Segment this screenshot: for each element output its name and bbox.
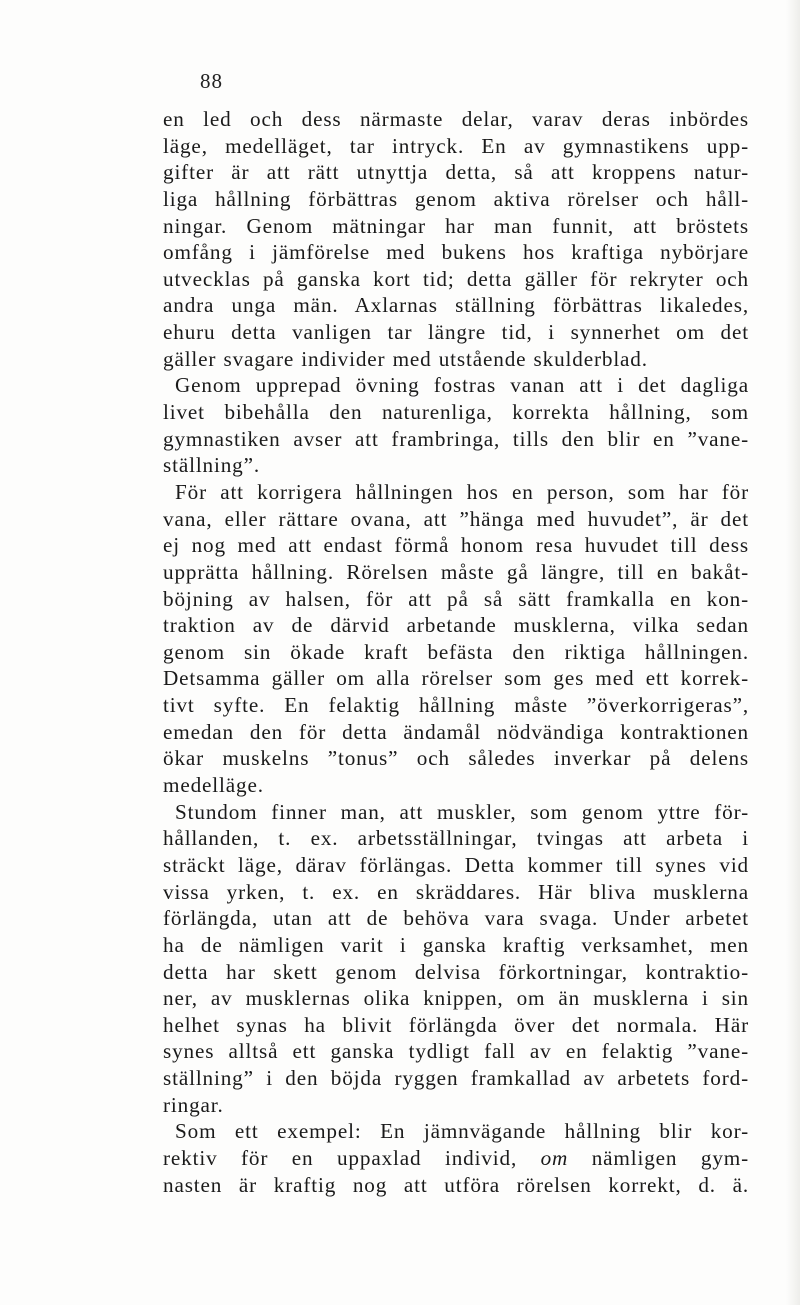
text-line: ej nog med att endast förmå honom resa huvudet till dess — [163, 533, 749, 558]
text-line: Stundom finner man, att muskler, som genom yttre för- — [175, 799, 749, 824]
text-line: liga hållning förbättras genom aktiva rörelser och håll- — [163, 186, 749, 211]
text-line: ökar muskelns ”tonus” och således inverkar på delens — [163, 746, 749, 771]
text-line: För att korrigera hållningen hos en person, som har för — [175, 479, 749, 504]
text-line: helhet synas ha blivit förlängda över det normala. Här — [163, 1012, 749, 1037]
text-line: synes alltså ett ganska tydligt fall av en felaktig ”vane- — [163, 1039, 749, 1064]
text-line: gäller svagare individer med utstående skulderblad. — [163, 346, 648, 371]
text-line: ställning” i den böjda ryggen framkallad av arbetets ford- — [163, 1066, 749, 1091]
text-line: ha de nämligen varit i ganska kraftig verksamhet, men — [163, 932, 749, 957]
text-line: läge, medelläget, tar intryck. En av gymnastikens upp- — [163, 133, 749, 158]
text-line: Detsamma gäller om alla rörelser som ges med ett korrek- — [163, 666, 749, 691]
text-line: en led och dess närmaste delar, varav deras inbördes — [163, 107, 749, 131]
page-number: 88 — [200, 69, 223, 93]
text-line: gifter är att rätt utnyttja detta, så att kroppens natur- — [163, 160, 749, 185]
body-text — [163, 106, 749, 1198]
text-line: tivt syfte. En felaktig hållning måste ”överkorrigeras”, — [163, 693, 749, 718]
text-line: Genom upprepad övning fostras vanan att i det dagliga — [175, 373, 749, 398]
italic-word: om — [540, 1145, 569, 1170]
text-line: emedan den för detta ändamål nödvändiga kontraktionen — [163, 719, 749, 744]
text-line — [163, 1145, 749, 1172]
text-line: Som ett exempel: En jämnvägande hållning blir kor- — [175, 1119, 749, 1144]
text-line: medelläge. — [163, 773, 264, 798]
text-line: ringar. — [163, 1092, 224, 1117]
text-line: genom sin ökade kraft befästa den riktiga hållningen. — [163, 639, 749, 664]
text-line: ner, av musklernas olika knippen, om än musklerna i sin — [163, 986, 749, 1011]
text-segment: rektiv för en uppaxlad individ, — [163, 1145, 541, 1170]
text-segment: nämligen gym- — [568, 1145, 749, 1170]
text-line: livet bibehålla den naturenliga, korrekta hållning, som — [163, 400, 749, 425]
text-line: detta har skett genom delvisa förkortningar, kontraktio- — [163, 959, 749, 984]
text-line: gymnastiken avser att frambringa, tills den blir en ”vane- — [163, 426, 749, 451]
text-line: sträckt läge, därav förlängas. Detta kommer till synes vid — [163, 852, 749, 877]
text-line: vissa yrken, t. ex. en skräddares. Här bliva musklerna — [163, 879, 749, 904]
text-line: andra unga män. Axlarnas ställning förbättras likaledes, — [163, 293, 749, 318]
text-line: förlängda, utan att de behöva vara svaga. Under arbetet — [163, 906, 749, 931]
text-line: traktion av de därvid arbetande musklerna, vilka sedan — [163, 613, 749, 638]
text-line: ningar. Genom mätningar har man funnit, att bröstets — [163, 213, 749, 238]
text-line: ehuru detta vanligen tar längre tid, i synnerhet om det — [163, 320, 749, 345]
text-line: ställning”. — [163, 453, 261, 478]
text-line: böjning av halsen, för att på så sätt framkalla en kon- — [163, 586, 749, 611]
text-line: nasten är kraftig nog att utföra rörelsen korrekt, d. ä. — [163, 1172, 749, 1197]
text-line: omfång i jämförelse med bukens hos kraftiga nybörjare — [163, 240, 749, 265]
text-line: hållanden, t. ex. arbetsställningar, tvingas att arbeta i — [163, 826, 749, 851]
page-edge-shadow — [786, 0, 800, 1305]
text-line: vana, eller rättare ovana, att ”hänga med huvudet”, är det — [163, 506, 749, 531]
text-line: utvecklas på ganska kort tid; detta gäller för rekryter och — [163, 266, 749, 291]
text-line: upprätta hållning. Rörelsen måste gå längre, till en bakåt- — [163, 559, 749, 584]
